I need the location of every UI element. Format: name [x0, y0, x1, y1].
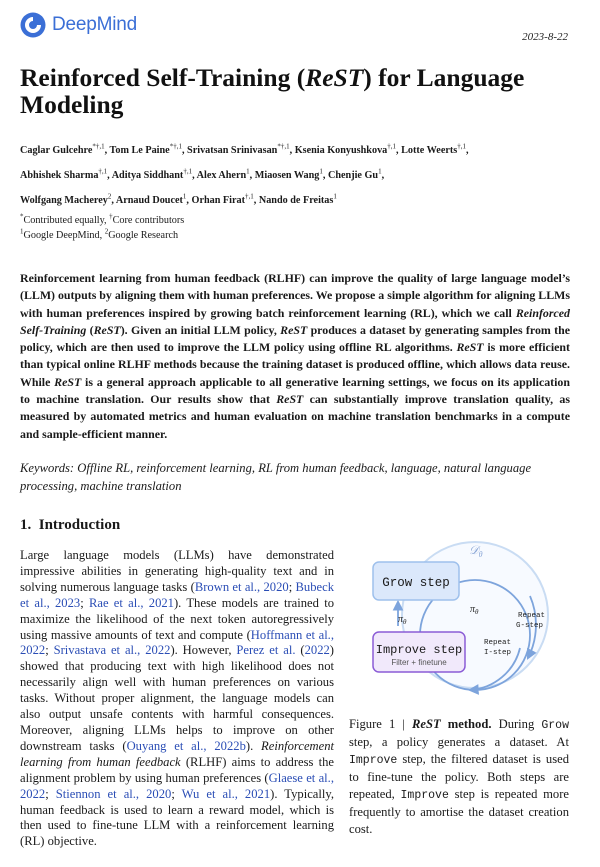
author: Arnaud Doucet$^1$ — [115, 192, 187, 206]
author: Lotte Weerts$^{\dagger,1}$ — [401, 142, 466, 156]
improve-step-label: Improve step — [375, 643, 463, 657]
author-line-1: Caglar Gulcehre$^{*\dagger,1}$, Tom Le Paine$^{*\dagger,1}$, Srivatsan Srinivasan$^{*\dagger,1}$, Ksenia Konyushkova$^{\dagger,1}$, Lotte Weerts$^{\dagger,1}$, — [20, 142, 469, 156]
author: Miaosen Wang$^1$ — [254, 167, 323, 181]
citation-link[interactable]: Rae et al., 2021 — [88, 595, 174, 610]
citation-link[interactable]: Glaese et al., 2022 — [20, 770, 334, 801]
deepmind-logo — [20, 12, 137, 38]
dataset-symbol: 𝒟$_\theta$ — [469, 543, 483, 559]
deepmind-logo-icon — [20, 12, 46, 38]
citation-link[interactable]: Perez et al. — [236, 643, 296, 658]
author: Wolfgang Macherey$^2$ — [20, 192, 112, 206]
title-rest: ReST — [305, 63, 364, 92]
citation-link[interactable]: 2022 — [304, 643, 330, 658]
citation-link[interactable]: Stiennon et al., 2020 — [55, 786, 172, 801]
policy-symbol-left: $\pi_\theta$ — [398, 614, 407, 626]
author: Ksenia Konyushkova$^{\dagger,1}$ — [294, 142, 397, 156]
citation-link[interactable]: Srivastava et al., 2022 — [53, 643, 171, 658]
paper-title — [20, 64, 580, 118]
author: Srivatsan Srinivasan$^{*\dagger,1}$ — [187, 142, 290, 156]
abstract: Reinforcement learning from human feedback (RLHF) can improve the quality of large language model’s (LLM) outputs by aligning them with human preferences. We propose a simple algorithm for aligning LLMs with human preferences inspired by growing batch reinforcement learning (RL), which we call Reinforced Self-Training (ReST). Given an initial LLM policy, ReST produces a dataset by generating samples from the policy, which are then used to improve the LLM policy using offline RL algorithms. ReST is more efficient than typical online RLHF methods because the training dataset is produced offline, which allows data reuse. While ReST is a general approach applicable to all generative learning settings, we focus on its application to machine translation. Our results show that ReST can substantially improve translation quality, as measured by automated metrics and human evaluation on machine translation benchmarks in a compute and sample-efficient manner. — [20, 271, 570, 441]
citation-link[interactable]: Brown et al., 2020 — [194, 579, 289, 594]
author: Chenjie Gu$^1$ — [327, 167, 382, 181]
repeat-g-label: Repeat G-step — [516, 612, 546, 630]
citation-link[interactable]: Bubeck et al., 2023 — [20, 579, 334, 610]
keywords: Keywords: Offline RL, reinforcement learning, RL from human feedback, language, natural language processing, machine translation — [20, 461, 532, 493]
author: Caglar Gulcehre$^{*\dagger,1}$ — [20, 142, 105, 156]
citation-link[interactable]: Hoffmann et al., 2022 — [20, 627, 334, 658]
improve-step-sublabel: Filter + finetune — [391, 658, 447, 667]
intro-paragraph: Large language models (LLMs) have demonstrated impressive abilities in generating high-quality text and in solving numerous language tasks (Brown et al., 2020; Bubeck et al., 2023; Rae et al., 2021). These models are trained to maximize the likelihood of the next token autoregressively using massive amounts of text and compute (Hoffmann et al., 2022; Srivastava et al., 2022). However, Perez et al. (2022) showed that producing text with high likelihood does not necessarily align well with human preferences on various tasks. Without proper alignment, the language models can also output unsafe contents with harmful consequences. Moreover, aligning LLMs helps to improve on other downstream tasks (Ouyang et al., 2022b). Reinforcement learning from human feedback (RLHF) aims to address the alignment problem by using human preferences (Glaese et al., 2022; Stiennon et al., 2020; Wu et al., 2021). Typically, human feedback is used to learn a reward model, which is then used to fine-tune LLM with a reinforcement learning (RL) objective. — [20, 548, 335, 849]
brand-name: DeepMind — [52, 14, 138, 35]
title-part1: Reinforced Self-Training ( — [20, 63, 306, 92]
author: Orhan Firat$^{\dagger,1}$ — [191, 192, 254, 206]
citation-link[interactable]: Ouyang et al., 2022b — [126, 738, 246, 753]
rest-method-figure — [350, 538, 582, 698]
author-line-2: Abhishek Sharma$^{\dagger,1}$, Aditya Siddhant$^{\dagger,1}$, Alex Ahern$^1$, Miaosen Wang$^1$, Chenjie Gu$^1$, — [20, 167, 385, 181]
grow-step-label: Grow step — [382, 576, 450, 590]
author: Abhishek Sharma$^{\dagger,1}$ — [20, 167, 108, 181]
author-line-3: Wolfgang Macherey$^2$, Arnaud Doucet$^1$, Orhan Firat$^{\dagger,1}$, Nando de Freitas$^1$ — [20, 192, 337, 206]
author: Nando de Freitas$^1$ — [258, 192, 337, 206]
publication-date: 2023-8-22 — [522, 31, 568, 43]
author-notes: *Contributed equally, †Core contributors $^1$Google DeepMind, $^2$Google Research — [20, 212, 185, 241]
policy-symbol-top: $\pi_\theta$ — [470, 604, 479, 616]
repeat-i-label: Repeat I-step — [484, 639, 512, 657]
author: Alex Ahern$^1$ — [196, 167, 250, 181]
title-part2: ) for Language Modeling — [20, 63, 525, 119]
author: Tom Le Paine$^{*\dagger,1}$ — [109, 142, 182, 156]
author-list — [20, 138, 590, 213]
section-heading: 1. Introduction — [20, 517, 121, 533]
figure-caption: Figure 1 | ReST method. During Grow step, a policy generates a dataset. At Improve step, the filtered dataset is used to fine-tune the policy. Both steps are repeated, Improve step is repeated more frequently to amortise the dataset creation cost. — [349, 717, 569, 836]
author: Aditya Siddhant$^{\dagger,1}$ — [111, 167, 193, 181]
citation-link[interactable]: Wu et al., 2021 — [181, 786, 271, 801]
